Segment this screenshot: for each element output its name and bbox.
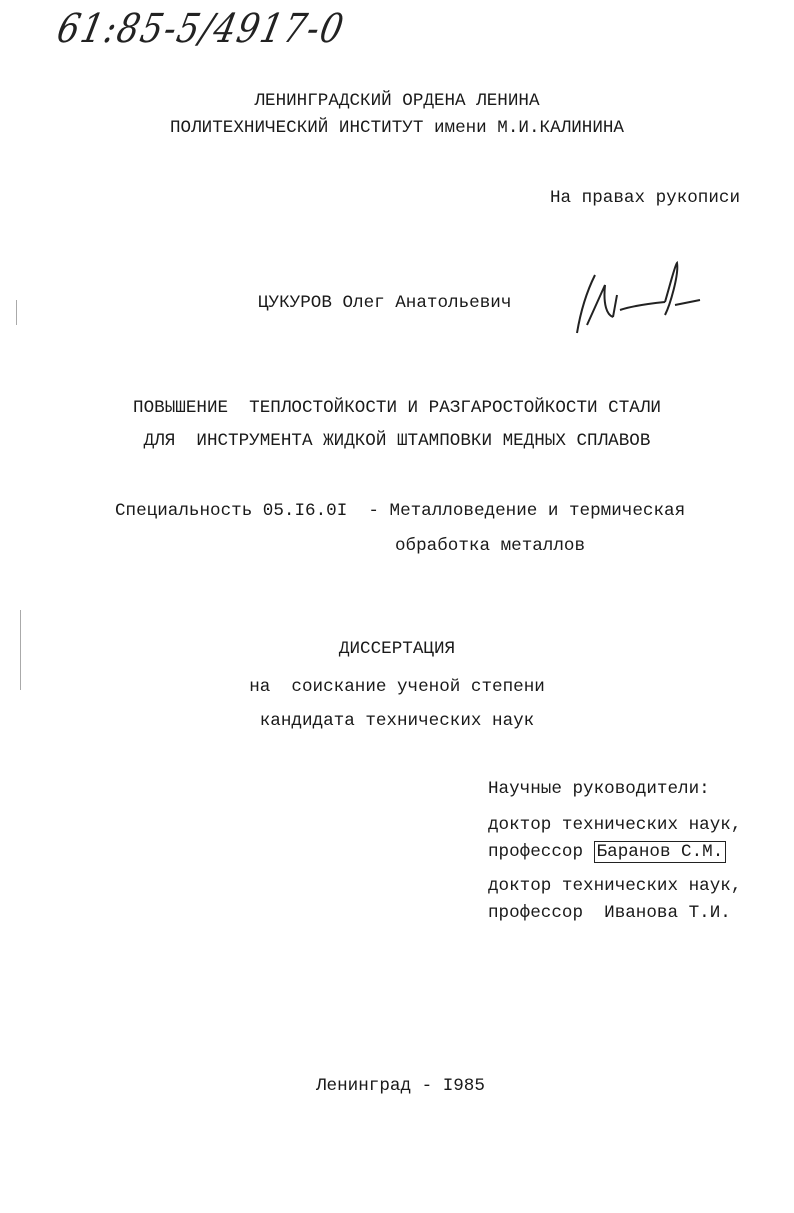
- supervisor-1-name-boxed: Баранов С.М.: [594, 841, 727, 863]
- author-name: ЦУКУРОВ Олег Анатольевич: [258, 293, 512, 313]
- supervisor-2-degree: доктор технических наук,: [488, 876, 742, 896]
- supervisor-1-degree: доктор технических наук,: [488, 815, 742, 835]
- degree-line-2: кандидата технических наук: [259, 711, 535, 731]
- place-year: Ленинград - I985: [316, 1076, 485, 1096]
- supervisor-1-line: [488, 841, 726, 863]
- specialty-line-1: Специальность 05.I6.0I - Металловедение и термическая: [115, 501, 686, 521]
- supervisor-2-title-name: профессор Иванова Т.И.: [488, 903, 731, 923]
- institution-line-2: ПОЛИТЕХНИЧЕСКИЙ ИНСТИТУТ имени М.И.КАЛИНИНА: [170, 118, 624, 138]
- specialty-line-2: обработка металлов: [395, 536, 586, 556]
- supervisors-heading: Научные руководители:: [488, 779, 710, 799]
- scan-margin-mark: [20, 610, 21, 690]
- title-line-2: ДЛЯ ИНСТРУМЕНТА ЖИДКОЙ ШТАМПОВКИ МЕДНЫХ СПЛАВОВ: [143, 431, 651, 451]
- document-type: ДИССЕРТАЦИЯ: [338, 639, 456, 659]
- author-signature: [565, 255, 705, 345]
- scan-margin-mark: [16, 300, 17, 325]
- manuscript-rights: На правах рукописи: [550, 188, 741, 208]
- title-line-1: ПОВЫШЕНИЕ ТЕПЛОСТОЙКОСТИ И РАЗГАРОСТОЙКОСТИ СТАЛИ: [133, 398, 661, 418]
- institution-line-1: ЛЕНИНГРАДСКИЙ ОРДЕНА ЛЕНИНА: [254, 91, 540, 111]
- degree-line-1: на соискание ученой степени: [249, 677, 545, 697]
- supervisor-1-title: профессор: [488, 842, 594, 862]
- archive-number-handwritten: 61:85-5/4917-0: [53, 6, 349, 52]
